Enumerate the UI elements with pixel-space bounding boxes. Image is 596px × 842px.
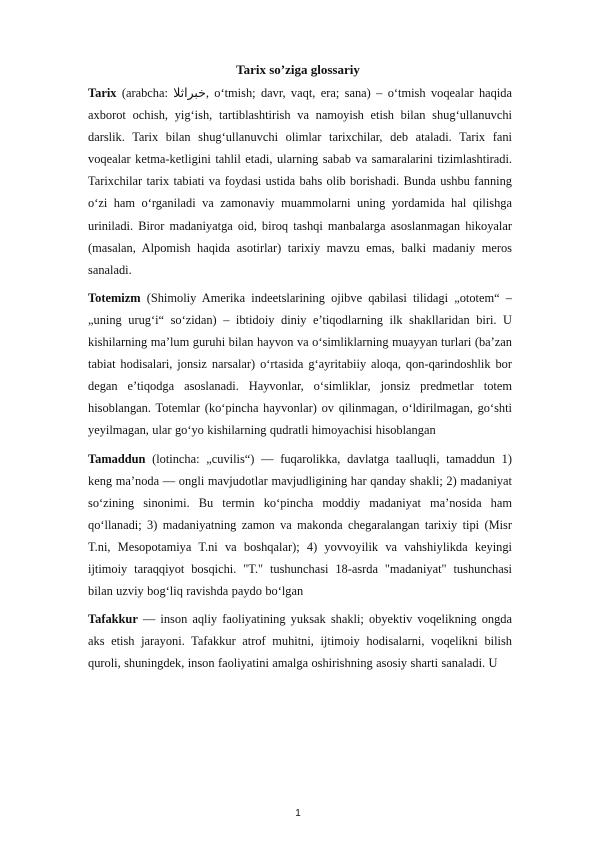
glossary-entry-totemizm — [88, 287, 512, 442]
glossary-body — [88, 82, 512, 680]
entry-definition: (Shimoliy Amerika indeetslarining ojibve qabilasi tilidagi „ototem“ – „uning urug‘i“ so‘zidan) – ibtidoiy diniy e’tiqodlarning ilk shakllaridan biri. U kishilarning ma’lum guruhi bilan hayvon va o‘simliklarning muayyan turlari (ba’zan tabiat hodisalari, jonsiz narsalar) o‘rtasida g‘ayritabiiy aloqa, qon-qarindoshlik bor degan e’tiqodga asoslanadi. Hayvonlar, o‘simliklar, jonsiz predmetlar totem hisoblangan. Totemlar (ko‘pincha hayvonlar) ov qilinmagan, o‘ldirilmagan, go‘shti yeyilmagan, ular go‘yo kishilarning qudratli himoyachisi hisoblangan — [88, 290, 512, 438]
glossary-entry-tarix — [88, 82, 512, 281]
entry-definition: (lotincha: „cuvilis“) — fuqarolikka, davlatga taalluqli, tamaddun 1) keng ma’noda — ongli mavjudotlar mavjudligining har qanday shakli; 2) madaniyat so‘zining sinonimi. Bu termin ko‘pincha moddiy madaniyat ma’nosida ham qo‘llanadi; 3) madaniyatning zamon va makonda chegaralangan tarixiy tipi (Misr T.ni, Mesopotamiya T.ni va boshqalar); 4) yovvoyilik va vahshiylikda keyingi ijtimoiy taraqqiyot bosqichi. "T." tushunchasi 18-asrda "madaniyat" tushunchasi bilan uzviy bog‘liq ravishda paydo bo‘lgan — [88, 451, 512, 599]
glossary-entry-tamaddun — [88, 448, 512, 603]
entry-definition: , o‘tmish; davr, vaqt, era; sana) – o‘tmish voqealar haqida axborot ochish, yig‘ish, tartiblashtirish va namoyish etish bilan shug‘ullanuvchi darslik. Tarix bilan shug‘ullanuvchi olimlar tarixchilar, deb ataladi. Tarix fani voqealar ketma-ketligini tahlil etadi, ularning sabab va samaralarini tizimlashtiradi. Tarixchilar tarix tabiati va foydasi ustida bahs olib borishadi. Bunda ushbu fanning o‘zi ham o‘rganiladi va zamonaviy muammolarni uning yordamida hal qilishga uriniladi. Biror madaniyatga oid, biroq tashqi manbalarga asoslanmagan hikoyalar (masalan, Alpomish haqida asotirlar) tarixiy mavzu emas, balki madaniy meros sanaladi. — [88, 86, 512, 277]
entry-term: Tarix — [88, 86, 117, 100]
entry-pre-arabic: (arabcha: — [116, 86, 174, 100]
entry-term: Tamaddun — [88, 451, 146, 466]
page-number: 1 — [295, 808, 301, 819]
entry-term: Totemizm — [88, 290, 141, 305]
entry-term: Tafakkur — [88, 612, 138, 627]
glossary-entry-tafakkur — [88, 608, 512, 674]
arabic-word: خبراثلا — [173, 86, 206, 100]
entry-definition: — inson aqliy faoliyatining yuksak shakli; obyektiv voqelikning ongda aks etish jarayoni. Tafakkur atrof muhitni, ijtimoiy hodisalarni, voqelikni bilish quroli, shuningdek, inson faoliyatini amalga oshirishning asosiy sharti sanaladi. U — [88, 612, 512, 671]
page-title: Tarix so’ziga glossariy — [236, 62, 360, 77]
